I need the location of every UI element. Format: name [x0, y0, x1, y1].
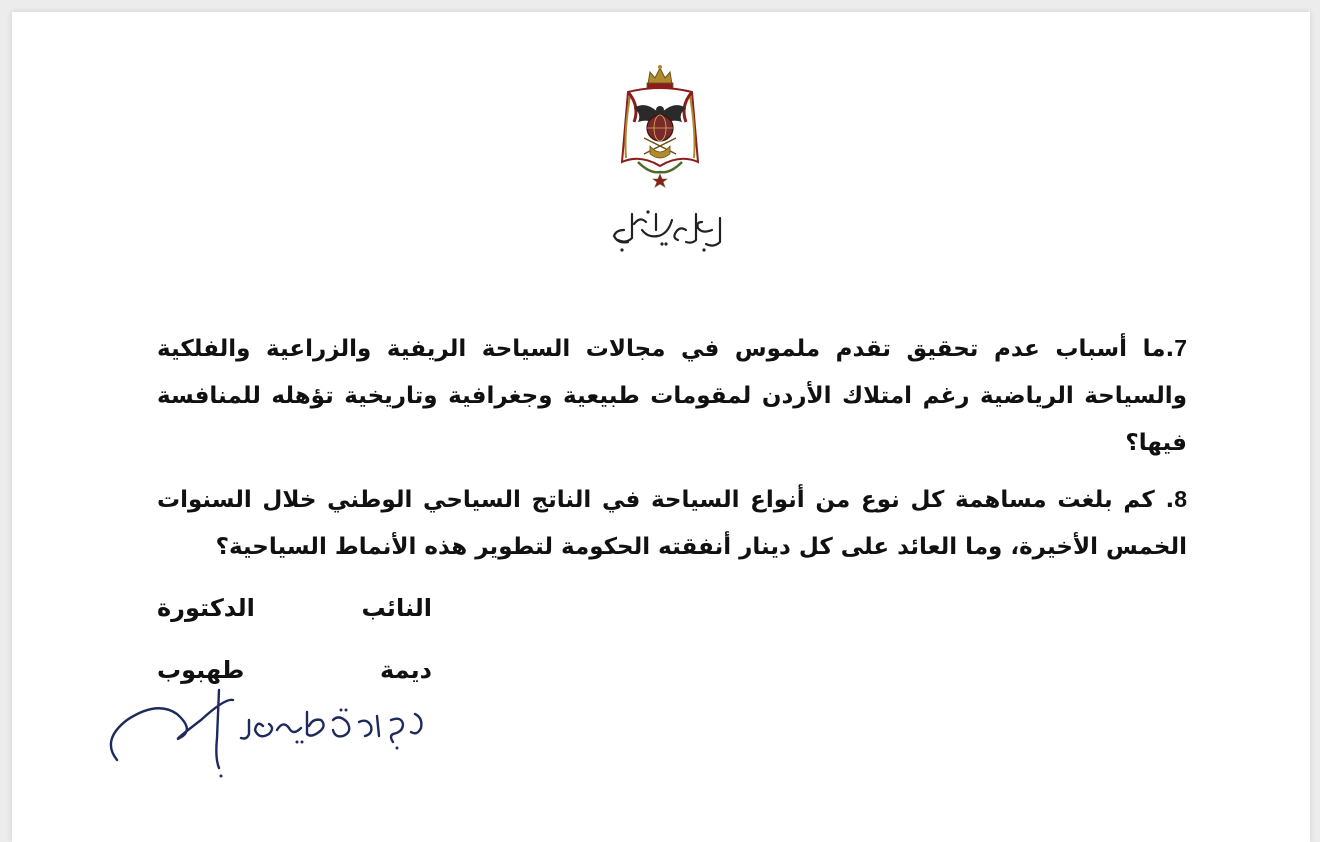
- jordan-coat-of-arms-icon: [610, 62, 710, 190]
- signatory-name: ديمة طهبوب: [157, 656, 432, 684]
- question-number: 7: [1174, 335, 1187, 361]
- question-text: .ما أسباب عدم تحقيق تقدم ملموس في مجالات السياحة الريفية والزراعية والفلكية والسياحة الرياضية رغم امتلاك الأردن لمقومات طبيعية وجغرافية وتاريخية تؤهله للمنافسة فيها؟: [157, 336, 1187, 456]
- question-7: [157, 325, 1187, 467]
- handwritten-signature: [97, 680, 447, 780]
- question-8: [157, 476, 1187, 571]
- question-text: . كم بلغت مساهمة كل نوع من أنواع السياحة في الناتج السياحي الوطني خلال السنوات الخمس الأخيرة، وما العائد على كل دينار أنفقته الحكومة لتطوير هذه الأنماط السياحية؟: [157, 487, 1187, 560]
- document-page: [12, 12, 1310, 842]
- question-number: 8: [1174, 486, 1187, 512]
- signatory-title: النائب الدكتورة: [157, 594, 432, 622]
- council-name-logotype: [602, 200, 732, 262]
